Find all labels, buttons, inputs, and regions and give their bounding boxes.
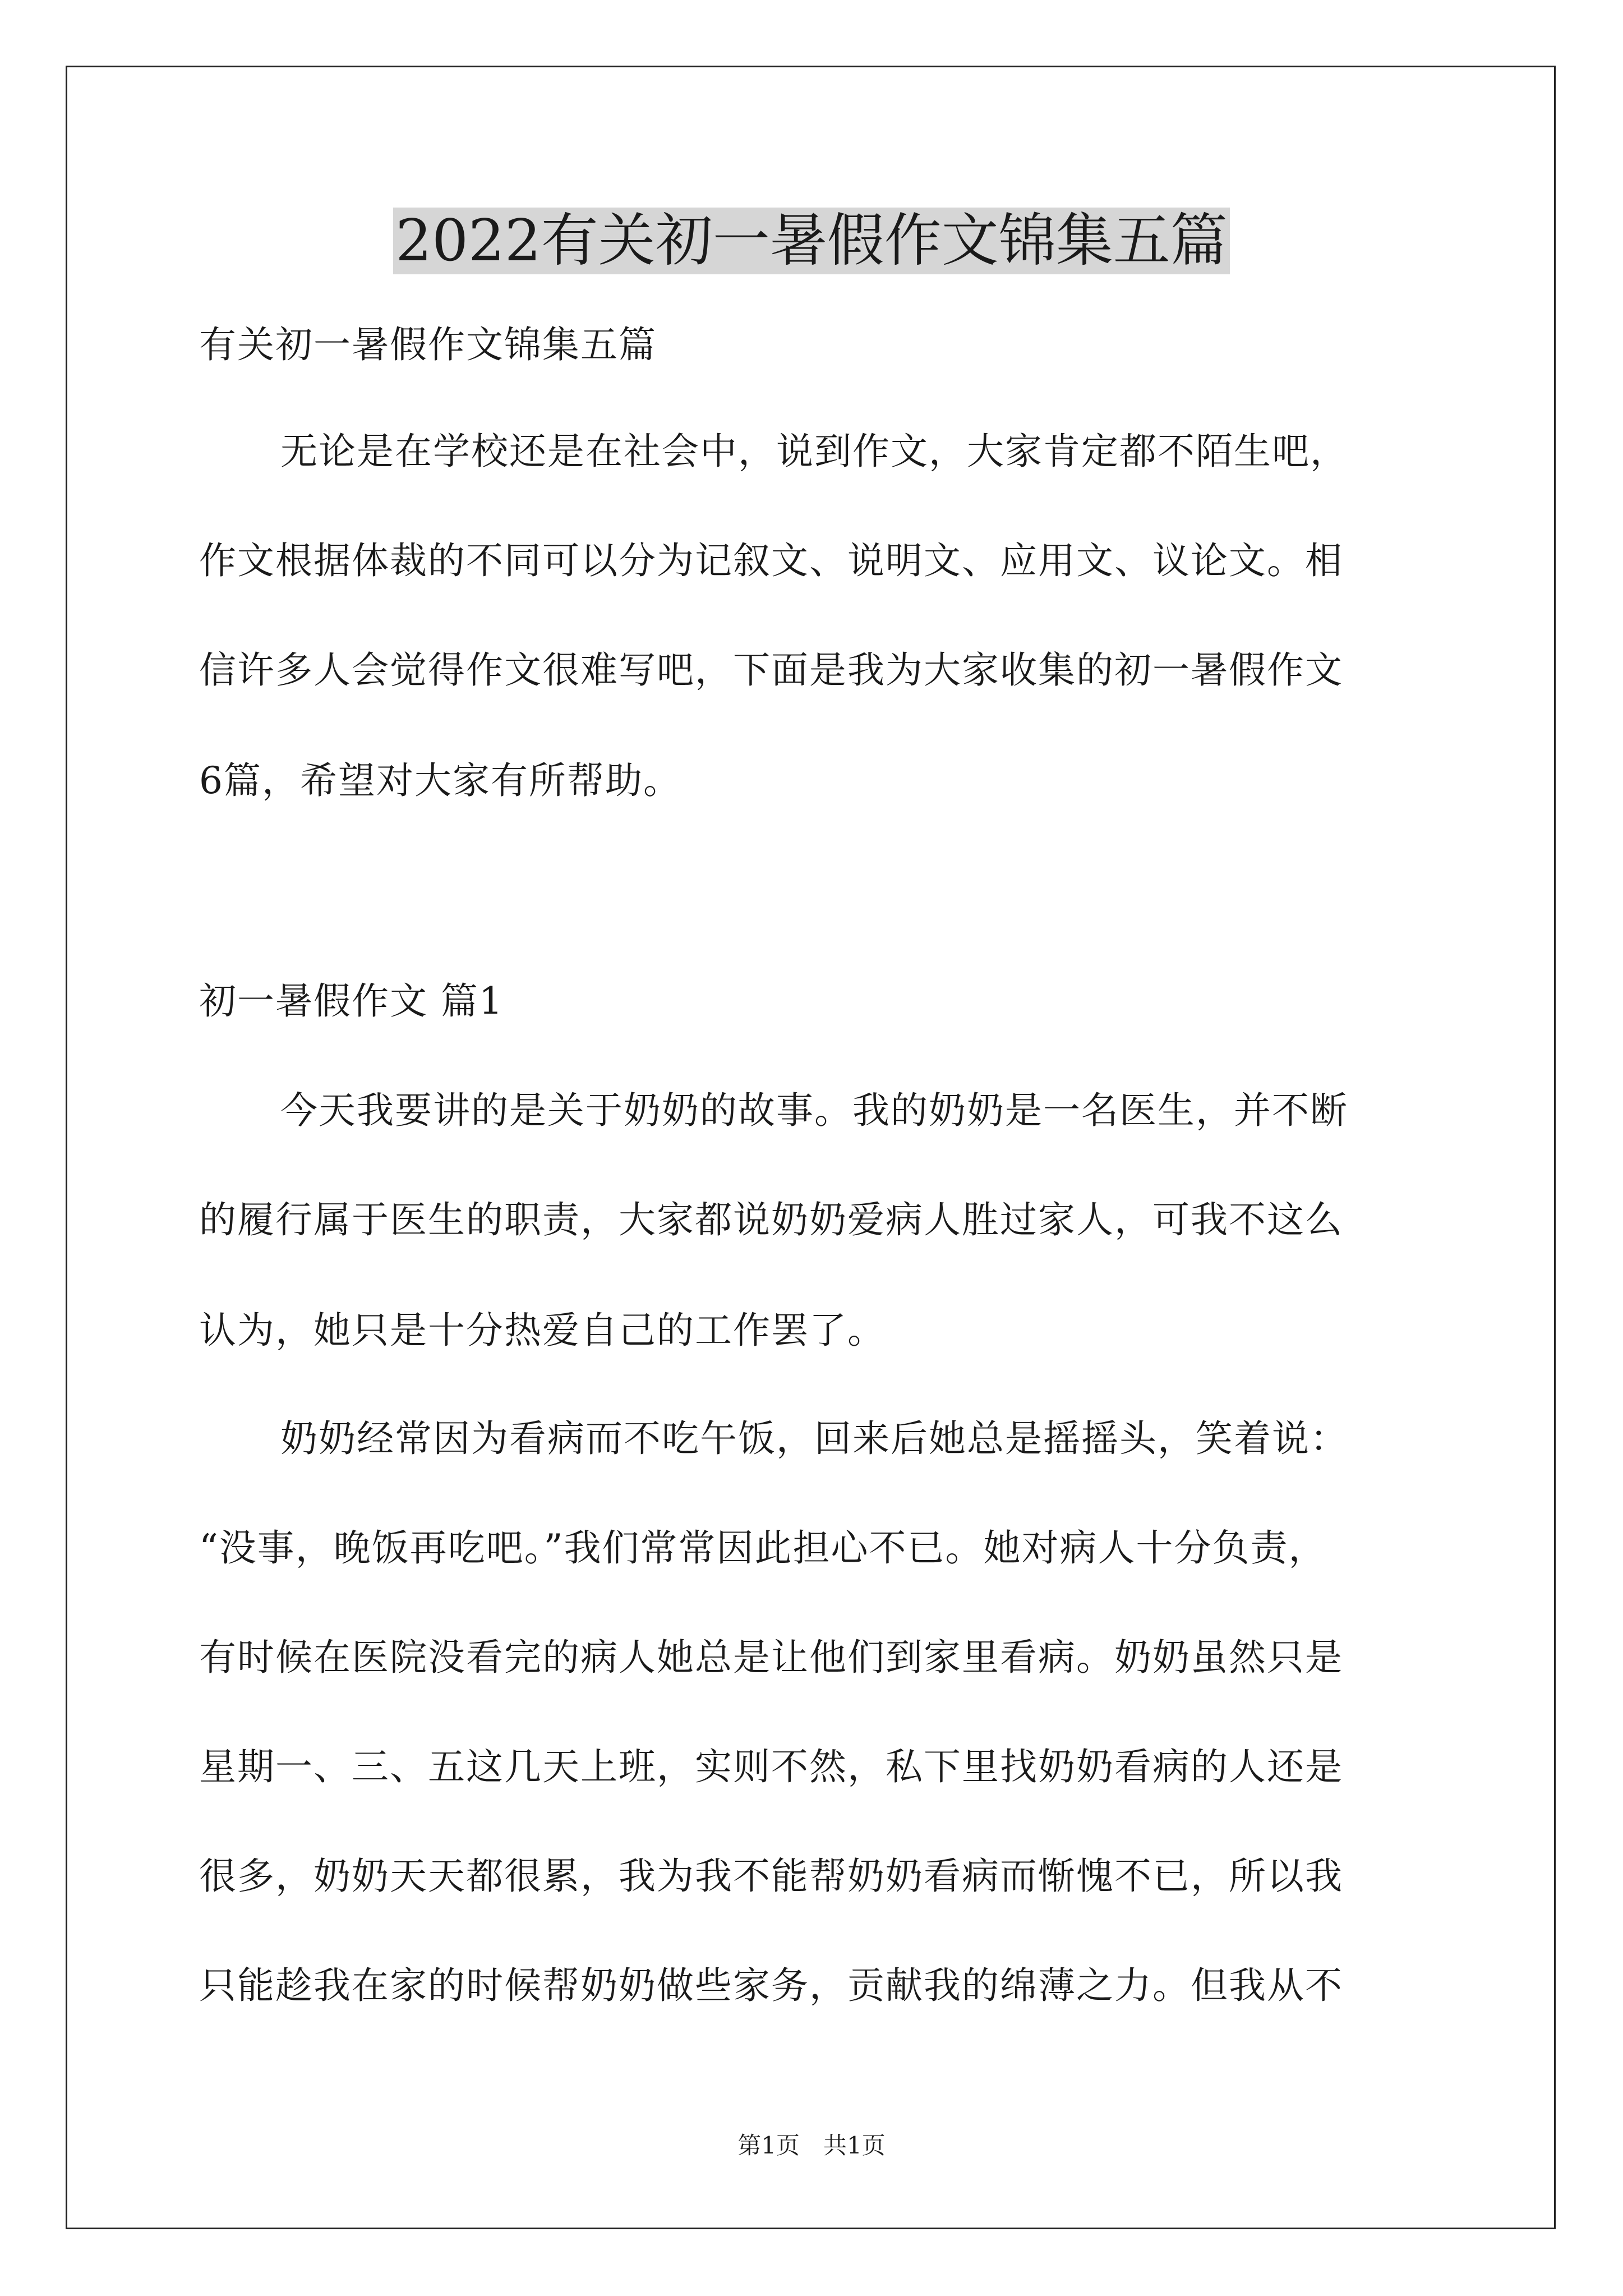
para2-line-6: 只能趁我在家的时候帮奶奶做些家务，贡献我的绵薄之力。但我从不 [199,1964,1343,2007]
para1-line-2: 的履行属于医生的职责，大家都说奶奶爱病人胜过家人，可我不这么 [199,1198,1343,1241]
para2-line-5: 很多，奶奶天天都很累，我为我不能帮奶奶看病而惭愧不已，所以我 [199,1855,1343,1898]
page-total: 共1页 [823,2132,886,2159]
intro-line-4: 6篇，希望对大家有所帮助。 [199,759,681,802]
intro-line-2: 作文根据体裁的不同可以分为记叙文、说明文、应用文、议论文。相 [199,539,1343,582]
section-heading: 初一暑假作文 篇1 [199,979,504,1023]
page-footer [0,2129,1623,2162]
intro-line-1: 无论是在学校还是在社会中，说到作文，大家肯定都不陌生吧， [280,430,1348,473]
document-title: 2022有关初一暑假作文锦集五篇 [0,199,1623,283]
para1-line-1: 今天我要讲的是关于奶奶的故事。我的奶奶是一名医生，并不断 [280,1089,1348,1132]
para2-line-3: 有时候在医院没看完的病人她总是让他们到家里看病。奶奶虽然只是 [199,1636,1343,1679]
page-number: 第1页 [737,2132,800,2159]
para2-line-1: 奶奶经常因为看病而不吃午饭，回来后她总是摇摇头，笑着说： [280,1417,1348,1460]
para2-line-4: 星期一、三、五这几天上班，实则不然，私下里找奶奶看病的人还是 [199,1745,1343,1788]
para2-line-2: “没事，晚饭再吃吧。”我们常常因此担心不已。她对病人十分负责， [199,1526,1327,1570]
para1-line-3: 认为，她只是十分热爱自己的工作罢了。 [199,1309,886,1352]
document-subtitle: 有关初一暑假作文锦集五篇 [199,323,657,366]
intro-line-3: 信许多人会觉得作文很难写吧，下面是我为大家收集的初一暑假作文 [199,648,1343,692]
